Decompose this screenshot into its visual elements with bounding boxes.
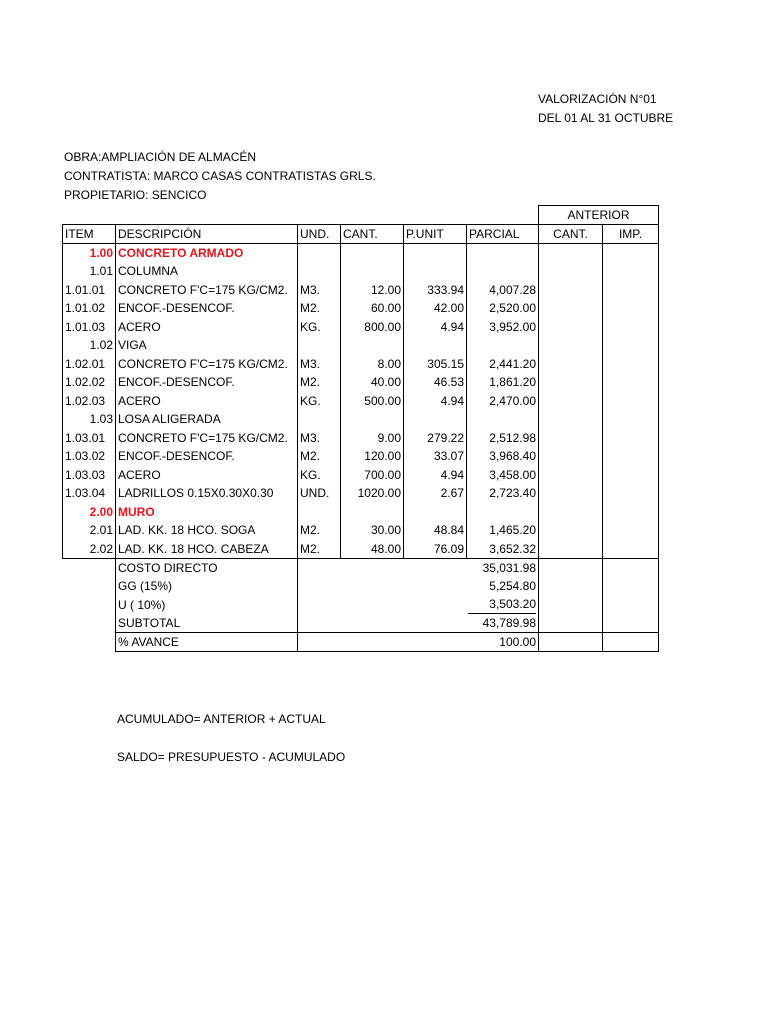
cell-item: 2.00 [63, 503, 116, 522]
cell-item: 1.01.03 [63, 318, 116, 337]
totals-spacer [63, 614, 116, 633]
totals-row-u [63, 595, 659, 614]
cell-und: M2. [298, 521, 341, 540]
cell-punit: 279.22 [404, 429, 467, 448]
cell-item: 1.03.03 [63, 466, 116, 485]
cell-und [298, 244, 341, 263]
totals-value-text-costo-directo: 35,031.98 [482, 560, 536, 575]
cell-und: M2. [298, 299, 341, 318]
cell-anterior-imp [603, 410, 659, 429]
totals-anterior-imp [603, 614, 659, 633]
table-row [63, 299, 659, 318]
cell-cant: 700.00 [341, 466, 404, 485]
col-header-anterior-imp: IMP. [603, 225, 659, 244]
valuation-table [62, 205, 659, 652]
cell-und: M2. [298, 373, 341, 392]
cell-und [298, 410, 341, 429]
cell-item: 1.03.04 [63, 484, 116, 503]
table-row [63, 392, 659, 411]
col-header-und: UND. [298, 225, 341, 244]
table-row [63, 410, 659, 429]
column-header-row [63, 225, 659, 244]
totals-label-costo-directo: COSTO DIRECTO [116, 558, 298, 577]
table-row [63, 521, 659, 540]
cell-anterior-cant [539, 503, 603, 522]
totals-value-text-avance: 100.00 [499, 635, 536, 649]
totals-anterior-imp [603, 595, 659, 614]
totals-spacer [63, 595, 116, 614]
cell-cant: 1020.00 [341, 484, 404, 503]
cell-punit: 4.94 [404, 392, 467, 411]
formula-saldo: SALDO= PRESUPUESTO - ACUMULADO [117, 750, 346, 764]
col-header-descripcion: DESCRIPCIÓN [116, 225, 298, 244]
cell-anterior-cant [539, 244, 603, 263]
cell-anterior-imp [603, 447, 659, 466]
cell-anterior-cant [539, 355, 603, 374]
cell-anterior-imp [603, 484, 659, 503]
totals-value-text-subtotal: 43,789.98 [482, 616, 536, 630]
cell-cant: 800.00 [341, 318, 404, 337]
cell-cant: 500.00 [341, 392, 404, 411]
cell-item: 1.01.01 [63, 281, 116, 300]
cell-anterior-cant [539, 281, 603, 300]
cell-punit: 305.15 [404, 355, 467, 374]
cell-descripcion: CONCRETO F'C=175 KG/CM2. [116, 429, 298, 448]
cell-punit: 42.00 [404, 299, 467, 318]
cell-item: 1.02.02 [63, 373, 116, 392]
cell-cant [341, 244, 404, 263]
cell-anterior-cant [539, 521, 603, 540]
cell-item: 1.03.02 [63, 447, 116, 466]
cell-cant [341, 410, 404, 429]
cell-descripcion: VIGA [116, 336, 298, 355]
totals-value-avance [298, 633, 539, 652]
cell-item: 1.02.01 [63, 355, 116, 374]
cell-cant: 12.00 [341, 281, 404, 300]
cell-parcial: 3,652.32 [467, 540, 539, 559]
cell-anterior-cant [539, 299, 603, 318]
cell-punit: 48.84 [404, 521, 467, 540]
cell-anterior-imp [603, 466, 659, 485]
cell-parcial: 2,470.00 [467, 392, 539, 411]
cell-parcial [467, 503, 539, 522]
table-row [63, 484, 659, 503]
cell-anterior-cant [539, 410, 603, 429]
cell-und: UND. [298, 484, 341, 503]
cell-cant: 48.00 [341, 540, 404, 559]
totals-value-costo-directo [298, 558, 539, 577]
cell-anterior-cant [539, 429, 603, 448]
cell-cant: 120.00 [341, 447, 404, 466]
cell-anterior-imp [603, 355, 659, 374]
cell-descripcion: CONCRETO F'C=175 KG/CM2. [116, 355, 298, 374]
cell-parcial [467, 262, 539, 281]
table-row [63, 262, 659, 281]
cell-anterior-imp [603, 521, 659, 540]
cell-und [298, 503, 341, 522]
totals-row-gg [63, 577, 659, 596]
formula-acumulado: ACUMULADO= ANTERIOR + ACTUAL [117, 712, 326, 726]
totals-label-avance: % AVANCE [116, 633, 298, 652]
cell-und: M3. [298, 429, 341, 448]
cell-item: 1.01.02 [63, 299, 116, 318]
cell-anterior-imp [603, 373, 659, 392]
totals-label-gg: GG (15%) [116, 577, 298, 596]
cell-anterior-imp [603, 318, 659, 337]
cell-cant [341, 336, 404, 355]
totals-anterior-cant [539, 595, 603, 614]
cell-punit: 46.53 [404, 373, 467, 392]
cell-descripcion: LAD. KK. 18 HCO. CABEZA [116, 540, 298, 559]
cell-item: 1.00 [63, 244, 116, 263]
cell-punit: 4.94 [404, 466, 467, 485]
cell-cant: 40.00 [341, 373, 404, 392]
cell-descripcion: ENCOF.-DESENCOF. [116, 373, 298, 392]
cell-parcial: 2,520.00 [467, 299, 539, 318]
totals-label-u: U ( 10%) [116, 595, 298, 614]
cell-anterior-cant [539, 540, 603, 559]
totals-spacer [63, 577, 116, 596]
col-header-parcial: PARCIAL [467, 225, 539, 244]
cell-anterior-cant [539, 373, 603, 392]
totals-value-text-u: 3,503.20 [468, 596, 536, 614]
cell-item: 1.02.03 [63, 392, 116, 411]
cell-und: KG. [298, 466, 341, 485]
table-row [63, 466, 659, 485]
cell-parcial [467, 410, 539, 429]
cell-und: KG. [298, 318, 341, 337]
cell-item: 1.02 [63, 336, 116, 355]
project-contratista: CONTRATISTA: MARCO CASAS CONTRATISTAS GRLS. [64, 169, 376, 183]
cell-anterior-cant [539, 466, 603, 485]
cell-cant: 9.00 [341, 429, 404, 448]
cell-parcial: 3,952.00 [467, 318, 539, 337]
cell-descripcion: ACERO [116, 466, 298, 485]
group-header-row [63, 206, 659, 225]
totals-spacer [63, 633, 116, 652]
cell-descripcion: CONCRETO ARMADO [116, 244, 298, 263]
cell-parcial: 4,007.28 [467, 281, 539, 300]
cell-punit [404, 336, 467, 355]
cell-anterior-cant [539, 484, 603, 503]
cell-punit [404, 244, 467, 263]
cell-parcial: 2,441.20 [467, 355, 539, 374]
totals-row-subtotal [63, 614, 659, 633]
cell-parcial: 2,512.98 [467, 429, 539, 448]
cell-descripcion: COLUMNA [116, 262, 298, 281]
cell-anterior-imp [603, 262, 659, 281]
totals-anterior-cant [539, 558, 603, 577]
cell-cant [341, 503, 404, 522]
totals-value-gg [298, 577, 539, 596]
table-row [63, 244, 659, 263]
cell-und: M3. [298, 355, 341, 374]
cell-cant: 60.00 [341, 299, 404, 318]
cell-parcial: 2,723.40 [467, 484, 539, 503]
cell-anterior-imp [603, 540, 659, 559]
cell-punit: 2.67 [404, 484, 467, 503]
totals-label-subtotal: SUBTOTAL [116, 614, 298, 633]
totals-anterior-imp [603, 633, 659, 652]
table-row [63, 503, 659, 522]
cell-descripcion: LADRILLOS 0.15X0.30X0.30 [116, 484, 298, 503]
cell-punit [404, 262, 467, 281]
totals-row-costo-directo [63, 558, 659, 577]
cell-descripcion: LAD. KK. 18 HCO. SOGA [116, 521, 298, 540]
cell-descripcion: CONCRETO F'C=175 KG/CM2. [116, 281, 298, 300]
cell-anterior-imp [603, 503, 659, 522]
cell-item: 2.02 [63, 540, 116, 559]
cell-punit: 4.94 [404, 318, 467, 337]
totals-value-u [298, 595, 539, 614]
cell-punit: 33.07 [404, 447, 467, 466]
col-header-punit: P.UNIT [404, 225, 467, 244]
cell-item: 1.03 [63, 410, 116, 429]
cell-descripcion: MURO [116, 503, 298, 522]
cell-punit: 333.94 [404, 281, 467, 300]
cell-anterior-cant [539, 392, 603, 411]
cell-anterior-cant [539, 336, 603, 355]
totals-anterior-imp [603, 577, 659, 596]
totals-value-text-gg: 5,254.80 [489, 578, 536, 593]
table-row [63, 429, 659, 448]
cell-punit: 76.09 [404, 540, 467, 559]
cell-punit [404, 410, 467, 429]
col-header-item: ITEM [63, 225, 116, 244]
cell-parcial [467, 336, 539, 355]
cell-descripcion: ACERO [116, 392, 298, 411]
group-header-anterior: ANTERIOR [539, 206, 659, 225]
col-header-anterior-cant: CANT. [539, 225, 603, 244]
cell-anterior-imp [603, 244, 659, 263]
cell-descripcion: ACERO [116, 318, 298, 337]
cell-parcial: 3,458.00 [467, 466, 539, 485]
table-row [63, 540, 659, 559]
totals-row-avance [63, 633, 659, 652]
cell-parcial: 1,861.20 [467, 373, 539, 392]
cell-cant: 8.00 [341, 355, 404, 374]
cell-und: M3. [298, 281, 341, 300]
totals-value-subtotal [298, 614, 539, 633]
cell-item: 1.01 [63, 262, 116, 281]
valuation-period: DEL 01 AL 31 OCTUBRE [538, 111, 674, 125]
totals-anterior-cant [539, 614, 603, 633]
cell-cant [341, 262, 404, 281]
project-obra: OBRA:AMPLIACIÓN DE ALMACÉN [64, 150, 257, 164]
table-row [63, 336, 659, 355]
cell-item: 2.01 [63, 521, 116, 540]
table-row [63, 373, 659, 392]
cell-und [298, 336, 341, 355]
cell-parcial: 3,968.40 [467, 447, 539, 466]
cell-descripcion: ENCOF.-DESENCOF. [116, 447, 298, 466]
totals-anterior-imp [603, 558, 659, 577]
cell-anterior-imp [603, 429, 659, 448]
cell-parcial [467, 244, 539, 263]
table-row [63, 318, 659, 337]
cell-anterior-cant [539, 262, 603, 281]
cell-und [298, 262, 341, 281]
cell-anterior-imp [603, 336, 659, 355]
cell-descripcion: ENCOF.-DESENCOF. [116, 299, 298, 318]
col-header-cant: CANT. [341, 225, 404, 244]
table-row [63, 355, 659, 374]
cell-descripcion: LOSA ALIGERADA [116, 410, 298, 429]
totals-anterior-cant [539, 633, 603, 652]
cell-anterior-cant [539, 318, 603, 337]
cell-anterior-imp [603, 299, 659, 318]
table-row [63, 447, 659, 466]
valuation-title: VALORIZACIÓN N°01 [538, 92, 657, 106]
cell-und: KG. [298, 392, 341, 411]
totals-anterior-cant [539, 577, 603, 596]
cell-anterior-cant [539, 447, 603, 466]
table-row [63, 281, 659, 300]
cell-cant: 30.00 [341, 521, 404, 540]
project-propietario: PROPIETARIO: SENCICO [64, 188, 207, 202]
cell-und: M2. [298, 540, 341, 559]
cell-anterior-imp [603, 392, 659, 411]
cell-parcial: 1,465.20 [467, 521, 539, 540]
cell-anterior-imp [603, 281, 659, 300]
cell-punit [404, 503, 467, 522]
totals-spacer [63, 558, 116, 577]
cell-item: 1.03.01 [63, 429, 116, 448]
cell-und: M2. [298, 447, 341, 466]
